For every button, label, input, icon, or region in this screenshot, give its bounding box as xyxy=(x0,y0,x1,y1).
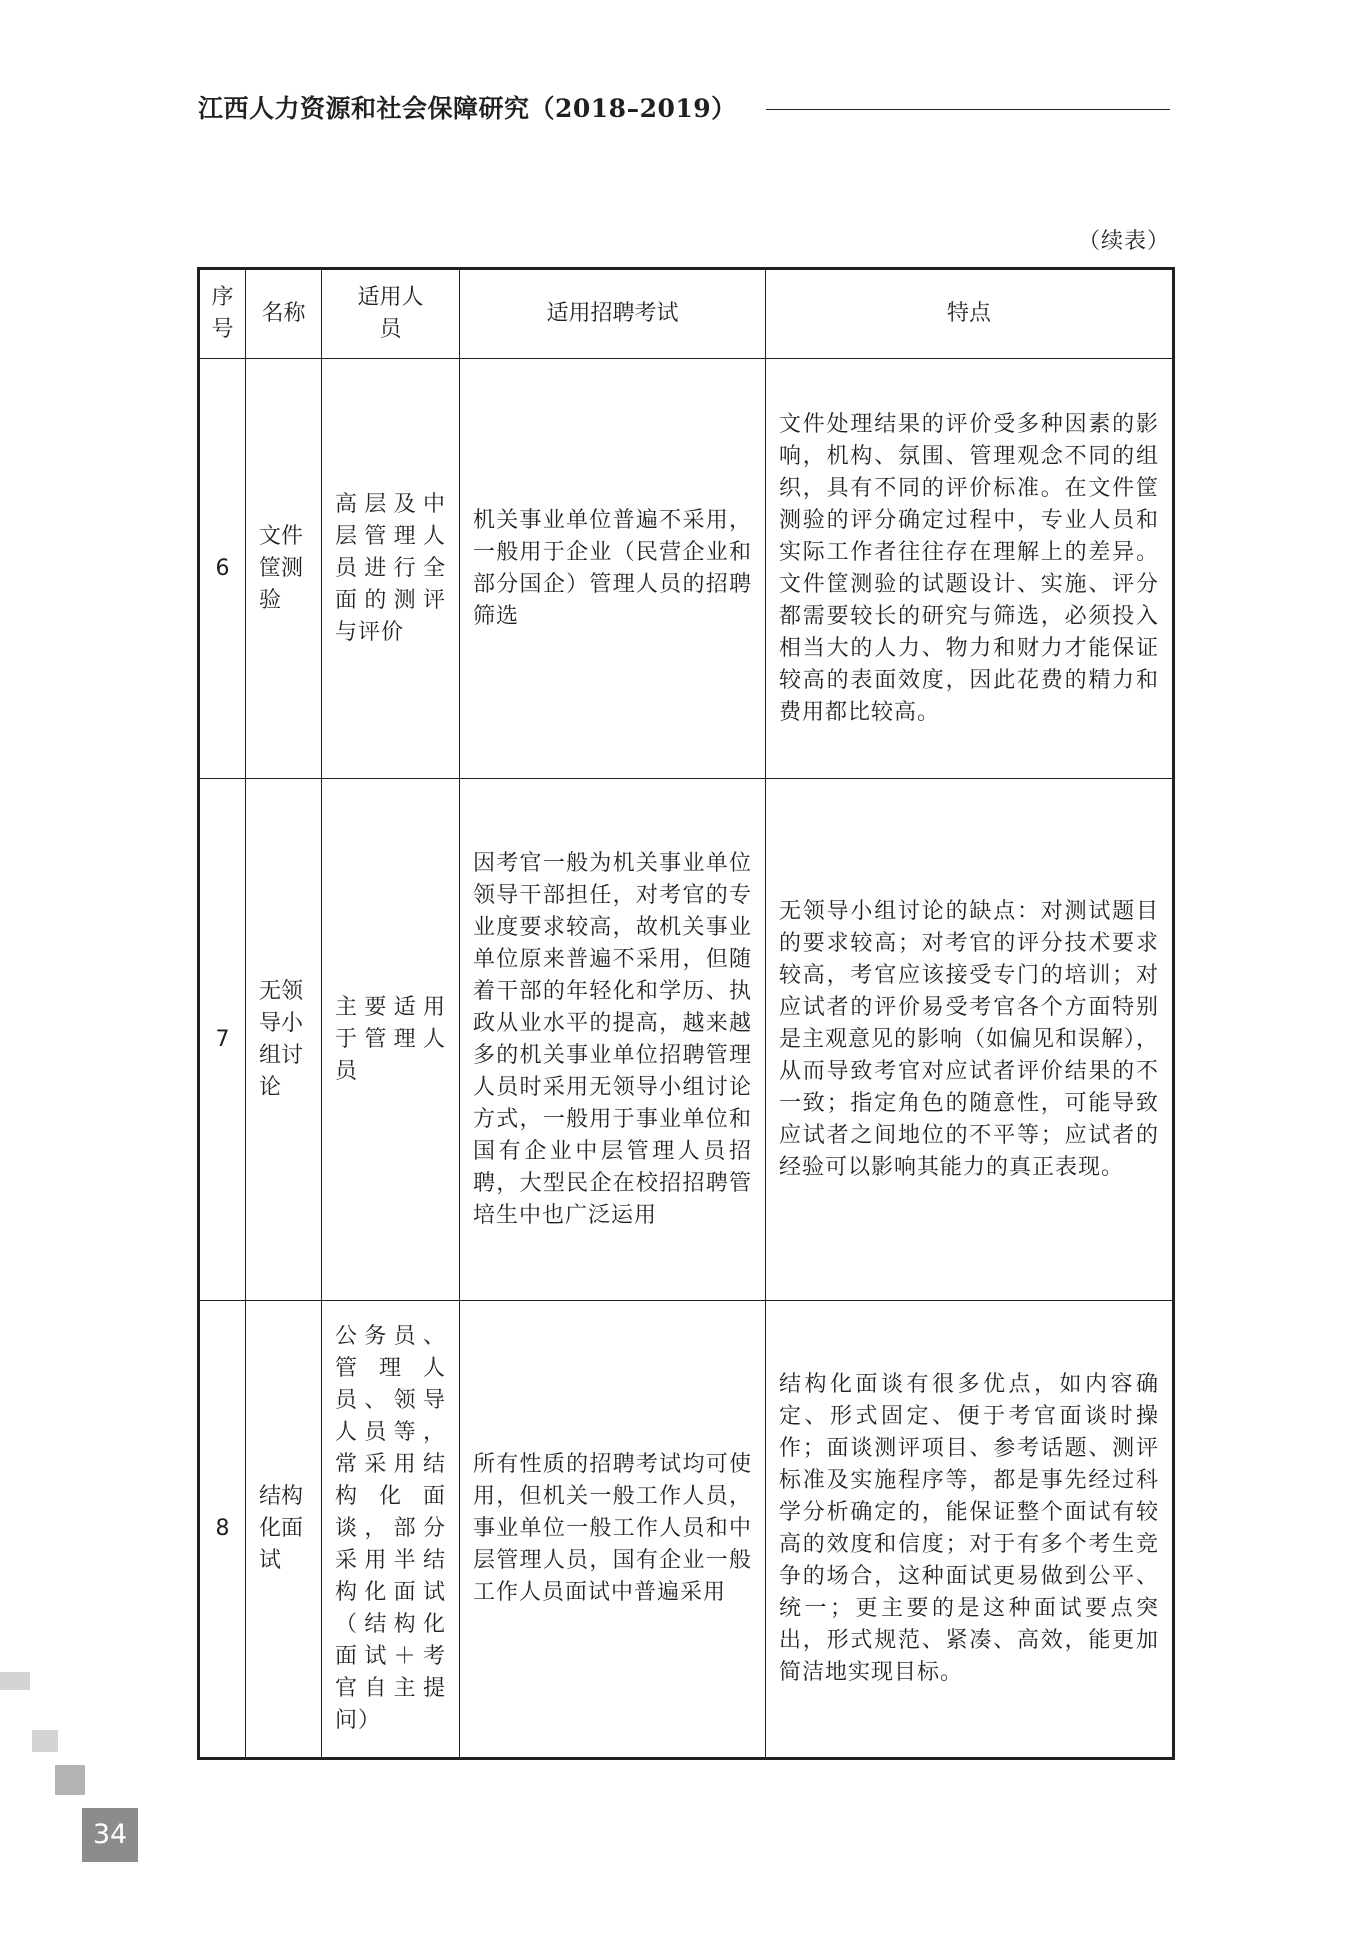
methods-table xyxy=(197,267,1175,1760)
cell-applicable: 公务员、管理人员、领导人员等，常采用结构化面谈，部分采用半结构化面试（结构化面试＋考官自主提问） xyxy=(322,1301,460,1759)
cell-features: 结构化面谈有很多优点，如内容确定、形式固定、便于考官面谈时操作；面谈测评项目、参考话题、测评标准及实施程序等，都是事先经过科学分析确定的，能保证整个面试有较高的效度和信度；对于有多个考生竞争的场合，这种面试更易做到公平、统一；更主要的是这种面试要点突出，形式规范、紧凑、高效，能更加简洁地实现目标。 xyxy=(766,1301,1174,1759)
header-features: 特点 xyxy=(766,269,1174,359)
book-title: 江西人力资源和社会保障研究（2018–2019） xyxy=(198,94,737,123)
cell-features: 无领导小组讨论的缺点：对测试题目的要求较高；对考官的评分技术要求较高，考官应该接受专门的培训；对应试者的评价易受考官各个方面特别是主观意见的影响（如偏见和误解），从而导致考官对应试者评价结果的不一致；指定角色的随意性，可能导致应试者之间地位的不平等；应试者的经验可以影响其能力的真正表现。 xyxy=(766,779,1174,1301)
header-name: 名称 xyxy=(246,269,322,359)
corner-block xyxy=(0,1672,30,1690)
cell-applicable: 高层及中层管理人员进行全面的测评与评价 xyxy=(322,359,460,779)
cell-exams: 机关事业单位普遍不采用，一般用于企业（民营企业和部分国企）管理人员的招聘筛选 xyxy=(460,359,766,779)
running-header xyxy=(198,92,1170,128)
corner-block xyxy=(32,1730,58,1752)
cell-features: 文件处理结果的评价受多种因素的影响，机构、氛围、管理观念不同的组织，具有不同的评价标准。在文件筐测验的评分确定过程中，专业人员和实际工作者往往存在理解上的差异。文件筐测验的试题设计、实施、评分都需要较长的研究与筛选，必须投入相当大的人力、物力和财力才能保证较高的表面效度，因此花费的精力和费用都比较高。 xyxy=(766,359,1174,779)
table-row xyxy=(199,779,1174,1301)
table-header-row xyxy=(199,269,1174,359)
header-rule xyxy=(766,109,1170,110)
header-exams: 适用招聘考试 xyxy=(460,269,766,359)
table-row xyxy=(199,1301,1174,1759)
cell-exams: 所有性质的招聘考试均可使用，但机关一般工作人员，事业单位一般工作人员和中层管理人员，国有企业一般工作人员面试中普遍采用 xyxy=(460,1301,766,1759)
table-row xyxy=(199,359,1174,779)
cell-applicable: 主要适用于管理人员 xyxy=(322,779,460,1301)
header-applicable: 适用人员 xyxy=(322,269,460,359)
page-number: 34 xyxy=(82,1808,138,1862)
cell-no: 8 xyxy=(199,1301,246,1759)
cell-name: 文件筐测验 xyxy=(246,359,322,779)
cell-exams: 因考官一般为机关事业单位领导干部担任，对考官的专业度要求较高，故机关事业单位原来普遍不采用，但随着干部的年轻化和学历、执政从业水平的提高，越来越多的机关事业单位招聘管理人员时采用无领导小组讨论方式，一般用于事业单位和国有企业中层管理人员招聘，大型民企在校招招聘管培生中也广泛运用 xyxy=(460,779,766,1301)
cell-name: 结构化面试 xyxy=(246,1301,322,1759)
header-no: 序号 xyxy=(199,269,246,359)
cell-name: 无领导小组讨论 xyxy=(246,779,322,1301)
continued-label: （续表） xyxy=(1077,229,1170,254)
cell-no: 6 xyxy=(199,359,246,779)
cell-no: 7 xyxy=(199,779,246,1301)
corner-block xyxy=(55,1765,85,1795)
